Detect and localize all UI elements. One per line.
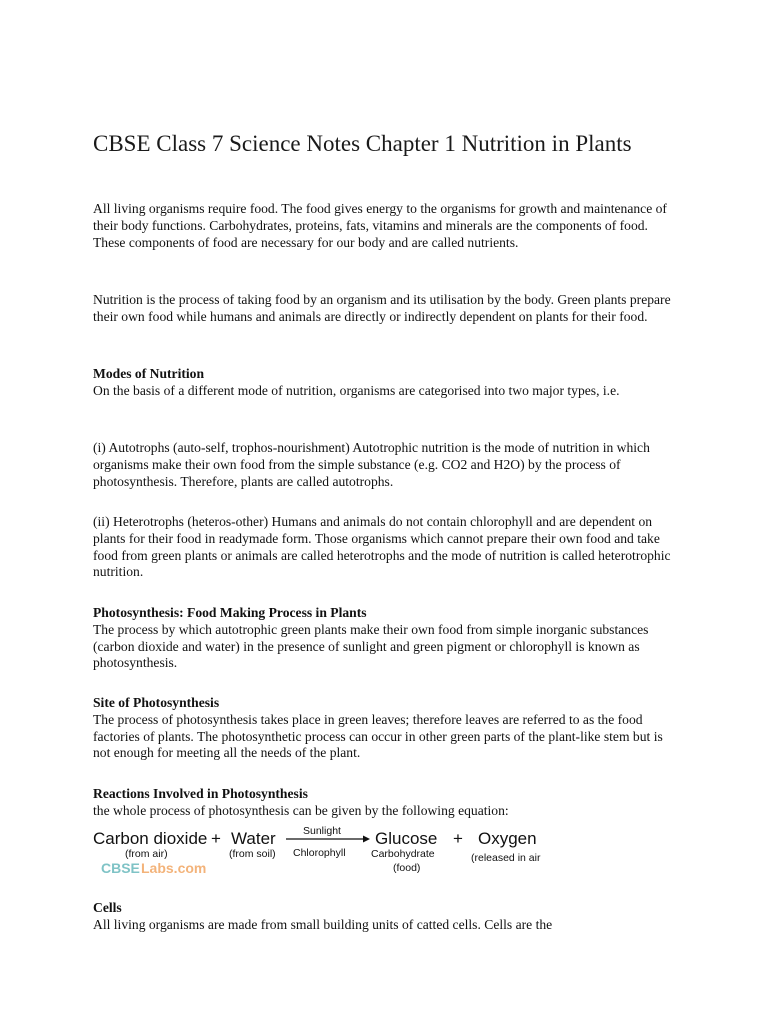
eq-arrow-head — [363, 836, 370, 843]
site-heading: Site of Photosynthesis — [93, 695, 220, 710]
page-title: CBSE Class 7 Science Notes Chapter 1 Nutrition in Plants — [93, 131, 632, 156]
eq-carbon-dioxide: Carbon dioxide — [93, 829, 208, 848]
heterotrophs-paragraph: (ii) Heterotrophs (heteros-other) Humans and animals do not contain chlorophyll and are dependent on plants for their food in readymade form. Those organisms which cannot prepare their own food and take food from green plants or animals are called heterotrophs and the mode of nutrition is called heterotrophic nutrition. — [93, 514, 671, 580]
eq-oxygen-note: (released in air — [471, 852, 541, 864]
reactions-text: the whole process of photosynthesis can be given by the following equation: — [93, 802, 509, 818]
photosynthesis-section — [93, 605, 683, 672]
autotrophs-paragraph: (i) Autotrophs (auto-self, trophos-nourishment) Autotrophic nutrition is the mode of nutrition in which organisms make their own food from the simple substance (e.g. CO2 and H2O) by the process of photosynthesis. Therefore, plants are called autotrophs. — [93, 440, 650, 489]
reactions-heading: Reactions Involved in Photosynthesis — [93, 786, 308, 801]
reactions-section — [93, 786, 683, 820]
eq-arrow-sunlight: Sunlight — [303, 826, 341, 837]
modes-section — [93, 366, 683, 400]
site-section — [93, 695, 683, 762]
photosynthesis-equation-figure — [93, 826, 553, 880]
watermark-labs: Labs.com — [141, 860, 207, 876]
eq-plus-1: + — [211, 829, 221, 848]
intro-paragraph-1: All living organisms require food. The food gives energy to the organisms for growth and maintenance of their body functions. Carbohydrates, proteins, fats, vitamins and minerals are the components of food. These components of food are necessary for our body and are called nutrients. — [93, 201, 667, 250]
photosynthesis-heading: Photosynthesis: Food Making Process in Plants — [93, 605, 367, 620]
watermark-cbse: CBSE — [101, 860, 140, 876]
cells-heading: Cells — [93, 900, 122, 915]
eq-glucose: Glucose — [375, 829, 438, 848]
modes-text: On the basis of a different mode of nutrition, organisms are categorised into two major types, i.e. — [93, 382, 620, 398]
cells-text: All living organisms are made from small building units of catted cells. Cells are the — [93, 916, 553, 932]
eq-plus-2: + — [453, 829, 463, 848]
intro-paragraph-2: Nutrition is the process of taking food by an organism and its utilisation by the body. Green plants prepare their own food while humans and animals are directly or indirectly dependent on plants for their food. — [93, 292, 671, 324]
eq-water: Water — [231, 829, 276, 848]
site-text: The process of photosynthesis takes place in green leaves; therefore leaves are referred to as the food factories of plants. The photosynthetic process can occur in other green parts of the plant-like stem but is not enough for meeting all the needs of the plant. — [93, 711, 663, 761]
eq-glucose-note-2: (food) — [393, 862, 421, 874]
cells-section — [93, 900, 683, 934]
photosynthesis-text: The process by which autotrophic green plants make their own food from simple inorganic substances (carbon dioxide and water) in the presence of sunlight and green pigment or chlorophyll is known as photosynthesis. — [93, 621, 649, 671]
eq-arrow-chlorophyll: Chlorophyll — [293, 847, 346, 859]
modes-heading: Modes of Nutrition — [93, 366, 205, 381]
eq-oxygen: Oxygen — [478, 829, 537, 848]
eq-carbon-dioxide-note: (from air) — [125, 848, 168, 860]
eq-glucose-note: Carbohydrate — [371, 848, 435, 860]
eq-water-note: (from soil) — [229, 848, 276, 860]
